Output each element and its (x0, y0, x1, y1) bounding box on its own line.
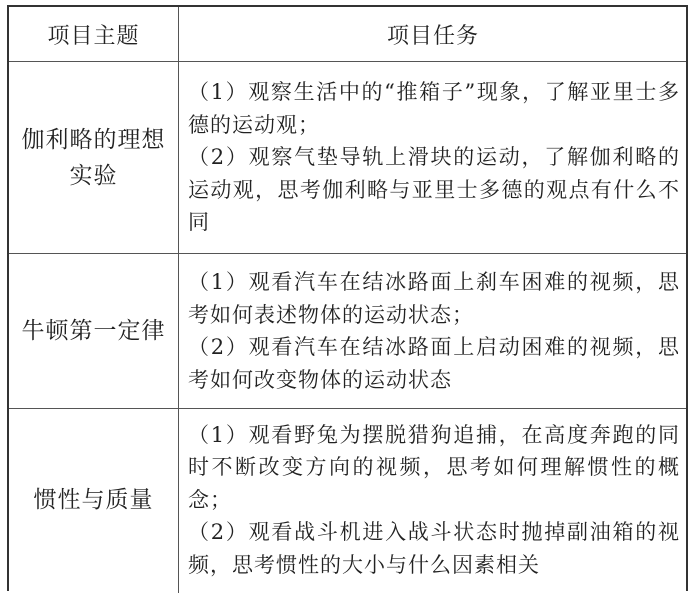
task-item: （2）观看战斗机进入战斗状态时抛掉副油箱的视频，思考惯性的大小与什么因素相关 (188, 520, 680, 577)
table-row (9, 254, 686, 409)
task-item: （1）观看野兔为摆脱猎狗追捕，在高度奔跑的同时不断改变方向的视频，思考如何理解惯性的概念； (188, 422, 680, 512)
tasks-cell (180, 254, 686, 408)
task-item: （1）观看汽车在结冰路面上刹车困难的视频，思考如何表述物体的运动状态； (188, 270, 680, 327)
header-cell-topic (9, 7, 178, 61)
tasks-cell (180, 409, 686, 591)
header-cell-tasks (180, 7, 686, 61)
topic-cell (9, 254, 178, 408)
topic-text: 伽利略的理想实验 (21, 126, 166, 189)
task-list (180, 76, 686, 239)
task-list (180, 266, 686, 396)
project-table (7, 5, 688, 591)
tasks-cell (180, 62, 686, 253)
task-item: （2）观看汽车在结冰路面上启动困难的视频，思考如何改变物体的运动状态 (188, 335, 680, 392)
task-list (180, 419, 686, 582)
topic-cell (9, 62, 178, 253)
topic-text: 牛顿第一定律 (21, 318, 166, 344)
task-item: （2）观察气垫导轨上滑块的运动，了解伽利略的运动观，思考伽利略与亚里士多德的观点有什么不同 (188, 145, 680, 235)
table-row (9, 409, 686, 591)
header-topic-label: 项目主题 (47, 23, 140, 49)
topic-text: 惯性与质量 (33, 487, 154, 513)
table-row (9, 62, 686, 254)
table-header (9, 7, 686, 62)
header-tasks-label: 项目任务 (386, 23, 479, 49)
topic-cell (9, 409, 178, 591)
task-item: （1）观察生活中的“推箱子”现象，了解亚里士多德的运动观； (188, 80, 680, 137)
